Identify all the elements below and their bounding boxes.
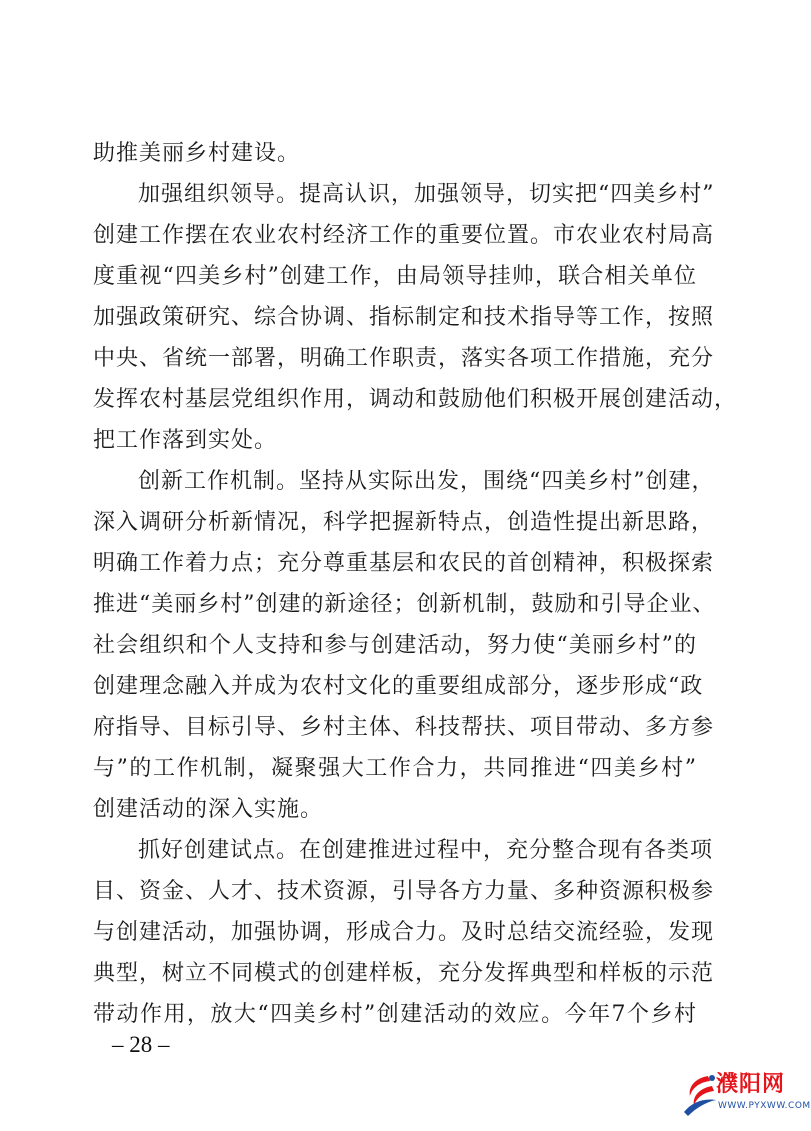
paragraph-first-line: 抓好创建试点。在创建推进过程中，充分整合现有各类项 <box>138 838 714 863</box>
text-line: 创建活动的深入实施。 <box>93 797 324 822</box>
watermark-url: WWW.PYXWW.COM <box>718 1101 811 1111</box>
text-line: 中央、省统一部署，明确工作职责，落实各项工作措施，充分 <box>93 346 715 371</box>
paragraph-first-line: 创新工作机制。坚持从实际出发，围绕“四美乡村”创建， <box>138 469 715 494</box>
watermark-logo-icon <box>678 1072 720 1118</box>
text-line: 典型，树立不同模式的创建样板，充分发挥典型和样板的示范 <box>93 961 715 986</box>
text-line: 推进“美丽乡村”创建的新途径；创新机制，鼓励和引导企业、 <box>93 592 716 617</box>
text-line: 目、资金、人才、技术资源，引导各方力量、多种资源积极参 <box>93 879 715 904</box>
text-line: 把工作落到实处。 <box>93 428 278 453</box>
paragraph-first-line: 加强组织领导。提高认识，加强领导，切实把“四美乡村” <box>138 182 715 207</box>
text-line: 明确工作着力点；充分尊重基层和农民的首创精神，积极探索 <box>93 551 715 576</box>
text-line: 助推美丽乡村建设。 <box>93 141 301 166</box>
watermark-name: 濮阳网 <box>716 1072 786 1097</box>
site-watermark <box>678 1070 811 1125</box>
text-line: 创建工作摆在农业农村经济工作的重要位置。市农业农村局高 <box>93 223 715 248</box>
page-number: – 28 – <box>112 1032 170 1057</box>
text-line: 府指导、目标引导、乡村主体、科技帮扶、项目带动、多方参 <box>93 715 715 740</box>
text-line: 创建理念融入并成为农村文化的重要组成部分，逐步形成“政 <box>93 674 704 699</box>
text-line: 带动作用，放大“四美乡村”创建活动的效应。今年7个乡村 <box>93 1002 697 1027</box>
text-line: 与创建活动，加强协调，形成合力。及时总结交流经验，发现 <box>93 920 715 945</box>
text-line: 与”的工作机制，凝聚强大工作合力，共同推进“四美乡村” <box>93 756 697 781</box>
text-line: 社会组织和个人支持和参与创建活动，努力使“美丽乡村”的 <box>93 633 697 658</box>
text-line: 度重视“四美乡村”创建工作，由局领导挂帅，联合相关单位 <box>93 264 697 289</box>
text-line: 加强政策研究、综合协调、指标制定和技术指导等工作，按照 <box>93 305 715 330</box>
text-line: 发挥农村基层党组织作用，调动和鼓励他们积极开展创建活动， <box>93 387 738 412</box>
text-line: 深入调研分析新情况，科学把握新特点，创造性提出新思路， <box>93 510 715 535</box>
